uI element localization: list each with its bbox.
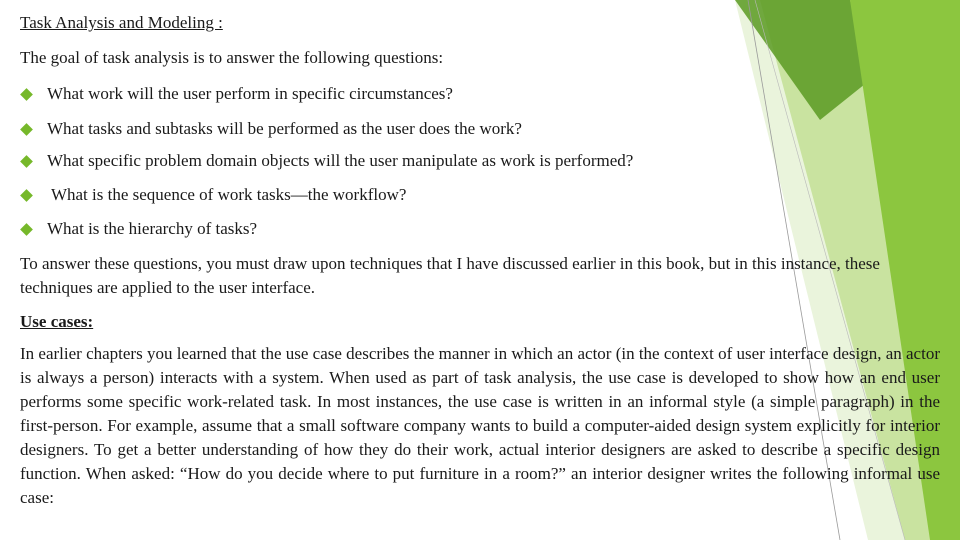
list-item-text: What specific problem domain objects will the user manipulate as work is performed? [47,151,634,170]
slide-heading: Task Analysis and Modeling : [20,13,223,32]
diamond-bullet-icon [20,88,33,101]
diamond-bullet-icon [20,123,33,136]
intro-text: The goal of task analysis is to answer the following questions: [20,48,444,67]
list-item-text: What work will the user perform in specific circumstances? [47,84,453,103]
diamond-bullet-icon [20,189,33,202]
list-item-text: What is the hierarchy of tasks? [47,219,258,238]
paragraph-use-cases: In earlier chapters you learned that the use case describes the manner in which an actor (in the context of user interface design, an actor is always a person) interacts with a system. When used as part of task analysis, the use case is developed to show how an end user performs some specific work-related task. In most instances, the use case is written in an informal style (a simple paragraph) in the first-person. For example, assume that a small software company wants to build a computer-aided design system explicitly for interior designers. To get a better understanding of how they do their work, actual interior designers are asked to describe a specific design function. When asked: “How do you decide where to put furniture in a room?” an interior designer writes the following informal use case: [20,344,940,507]
diamond-bullet-icon [20,155,33,168]
list-item-text: What tasks and subtasks will be performed as the user does the work? [47,119,522,138]
paragraph-techniques: To answer these questions, you must draw upon techniques that I have discussed earlier in this book, but in this instance, these techniques are applied to the user interface. [20,254,880,297]
list-item-text: What is the sequence of work tasks—the workflow? [47,185,407,204]
use-cases-heading: Use cases: [20,312,94,331]
diamond-bullet-icon [20,223,33,236]
